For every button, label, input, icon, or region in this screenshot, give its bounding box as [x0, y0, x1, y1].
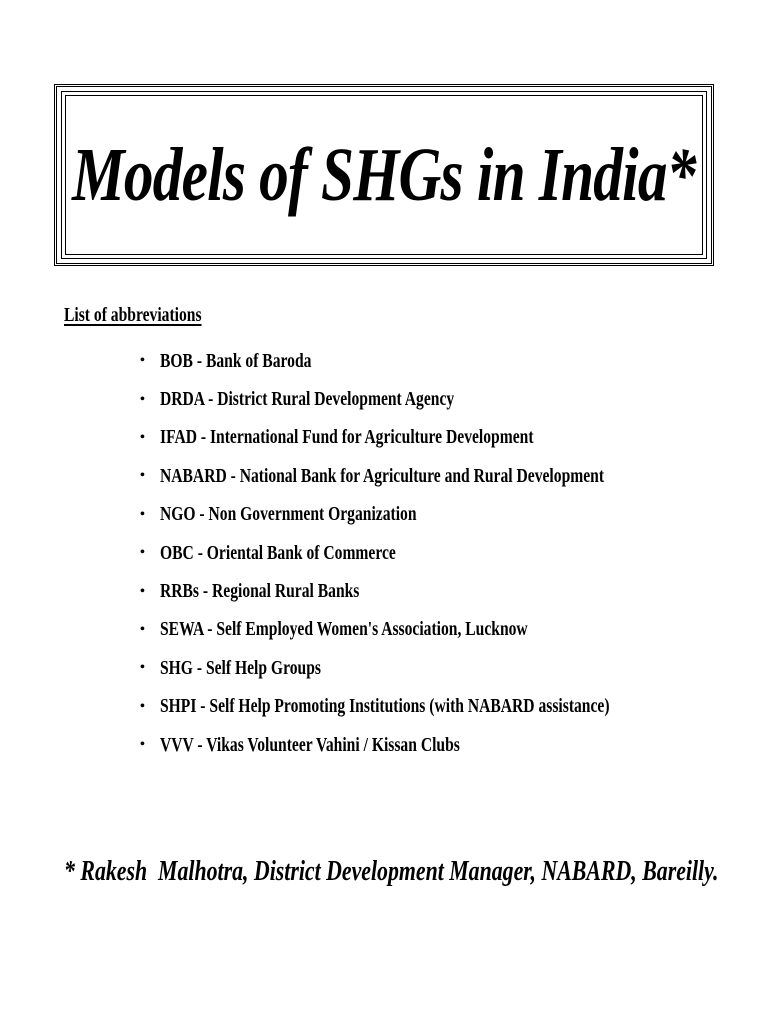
title-box-inner-border-2 [65, 95, 703, 255]
title-box [54, 84, 714, 266]
bullet-icon: • [140, 545, 145, 561]
abbreviation-text: SHG - Self Help Groups [160, 656, 321, 679]
list-item [140, 726, 736, 764]
list-item [140, 496, 736, 534]
abbreviation-text: NABARD - National Bank for Agriculture and Rural Development [160, 464, 605, 487]
bullet-icon: • [140, 353, 145, 369]
bullet-icon: • [140, 737, 145, 753]
bullet-icon: • [140, 429, 145, 445]
list-item [140, 572, 736, 610]
abbreviation-text: VVV - Vikas Volunteer Vahini / Kissan Clubs [160, 733, 460, 756]
abbreviations-heading: List of abbreviations [64, 304, 202, 326]
abbreviation-text: SEWA - Self Employed Women's Association, Lucknow [160, 618, 528, 641]
abbreviation-text: RRBs - Regional Rural Banks [160, 580, 360, 603]
abbreviation-text: OBC - Oriental Bank of Commerce [160, 541, 396, 564]
title-box-inner-border [61, 91, 707, 259]
abbreviation-text: IFAD - International Fund for Agriculture Development [160, 426, 534, 449]
list-item [140, 457, 736, 495]
list-item [140, 688, 736, 726]
list-item [140, 534, 736, 572]
bullet-icon: • [140, 583, 145, 599]
abbreviation-text: DRDA - District Rural Development Agency [160, 388, 455, 411]
bullet-icon: • [140, 391, 145, 407]
bullet-icon: • [140, 621, 145, 637]
page-title: Models of SHGs in India* [72, 133, 696, 217]
list-item [140, 342, 736, 380]
abbreviation-text: BOB - Bank of Baroda [160, 349, 312, 372]
abbreviation-text: NGO - Non Government Organization [160, 503, 417, 526]
list-item [140, 419, 736, 457]
bullet-icon: • [140, 468, 145, 484]
abbreviation-text: SHPI - Self Help Promoting Institutions (with NABARD assistance) [160, 695, 610, 718]
abbreviations-list [140, 342, 736, 764]
list-item [140, 649, 736, 687]
bullet-icon: • [140, 660, 145, 676]
bullet-icon: • [140, 506, 145, 522]
author-footnote: * Rakesh Malhotra, District Development Manager, NABARD, Bareilly. [64, 856, 719, 887]
bullet-icon: • [140, 698, 145, 714]
list-item [140, 611, 736, 649]
list-item [140, 380, 736, 418]
